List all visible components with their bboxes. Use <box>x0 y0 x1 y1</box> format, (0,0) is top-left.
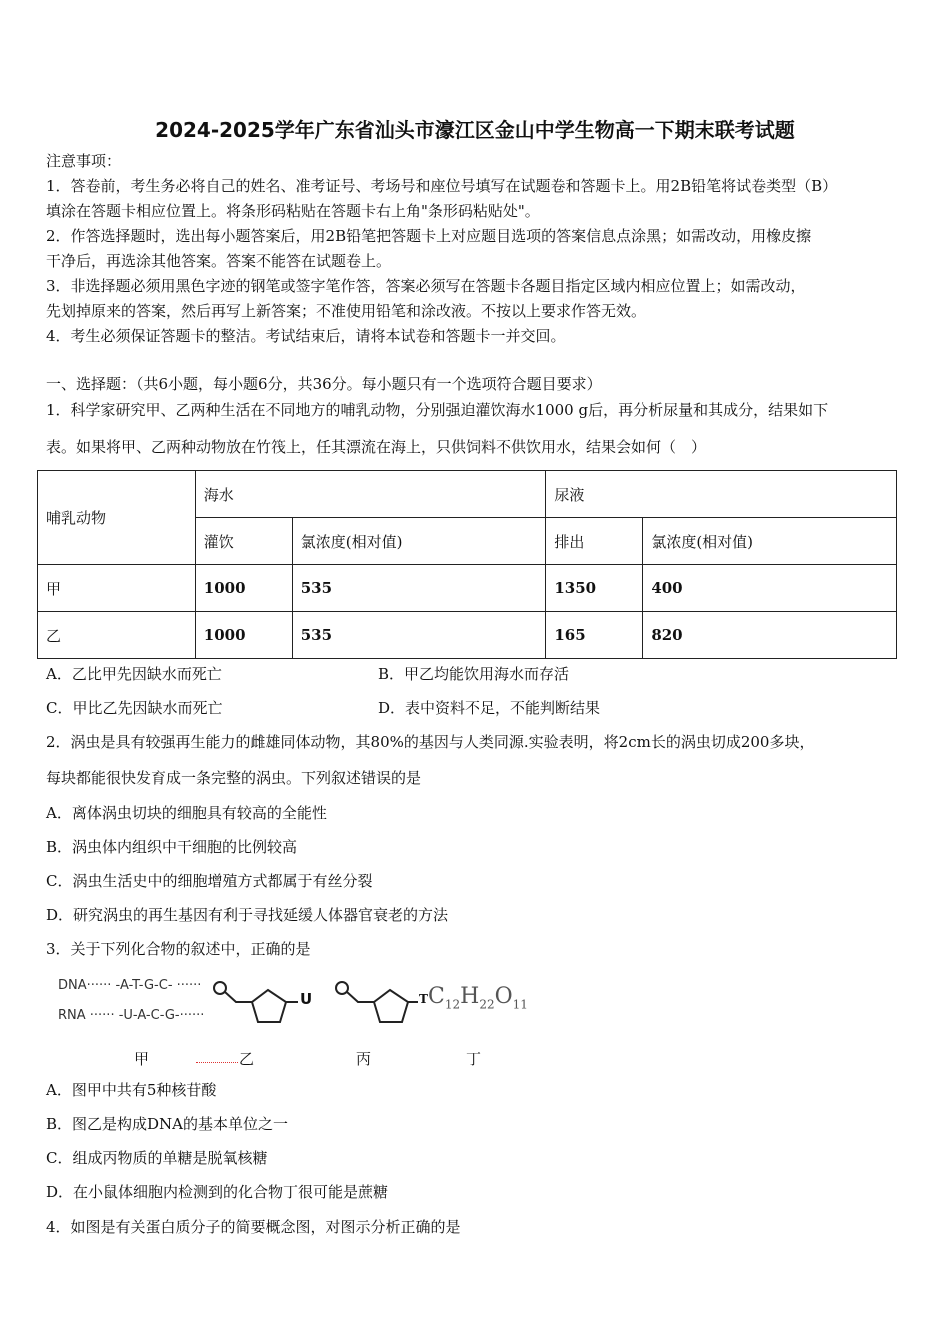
cell: 535 <box>292 565 546 612</box>
q1-stem: 1．科学家研究甲、乙两种生活在不同地方的哺乳动物，分别强迫灌饮海水1000 g后，再分析尿量和其成分，结果如下 <box>46 401 829 419</box>
label-ding: 丁 <box>466 1050 482 1068</box>
note-line: 4．考生必须保证答题卡的整洁。考试结束后，请将本试卷和答题卡一并交回。 <box>46 327 566 345</box>
option: A．离体涡虫切块的细胞具有较高的全能性 <box>46 804 327 822</box>
header-drink: 灌饮 <box>195 518 292 565</box>
phosphate-icon <box>214 982 226 994</box>
phosphate-icon <box>336 982 348 994</box>
cell: 1350 <box>546 565 643 612</box>
table-row <box>38 612 897 659</box>
q1-stem: 表。如果将甲、乙两种动物放在竹筏上，任其漂流在海上，只供饲料不供饮用水，结果会如何（ ） <box>46 438 707 456</box>
note-line: 干净后，再选涂其他答案。答案不能答在试题卷上。 <box>46 252 392 270</box>
option: C．组成丙物质的单糖是脱氧核糖 <box>46 1149 268 1167</box>
label-yi: 乙 <box>239 1050 255 1068</box>
cell: 535 <box>292 612 546 659</box>
sucrose-formula: $C_{12}H_{22}O_{11}$ <box>428 984 528 1012</box>
option: D．研究涡虫的再生基因有利于寻找延缓人体器官衰老的方法 <box>46 906 449 924</box>
header-urine: 尿液 <box>546 471 897 518</box>
rna-sequence: RNA ······ -U-A-C-G-······ <box>58 1008 205 1023</box>
compound-figure <box>56 970 526 1080</box>
option: A．乙比甲先因缺水而死亡 <box>46 665 222 683</box>
nucleotide-structures <box>206 970 426 1050</box>
q1-table <box>37 470 897 659</box>
q4-stem: 4．如图是有关蛋白质分子的简要概念图，对图示分析正确的是 <box>46 1218 461 1236</box>
cell: 165 <box>546 612 643 659</box>
q2-stem: 2．涡虫是具有较强再生能力的雌雄同体动物，其80%的基因与人类同源.实验表明，将2cm长的涡虫切成200多块， <box>46 733 815 751</box>
cell: 1000 <box>195 612 292 659</box>
section-heading: 一、选择题：（共6小题，每小题6分，共36分。每小题只有一个选项符合题目要求） <box>46 375 602 393</box>
option: B．甲乙均能饮用海水而存活 <box>378 665 570 683</box>
cell: 1000 <box>195 565 292 612</box>
option: A．图甲中共有5种核苷酸 <box>46 1081 217 1099</box>
header-chlorine: 氯浓度(相对值) <box>292 518 546 565</box>
page-title: 2024-2025学年广东省汕头市濠江区金山中学生物高一下期末联考试题 <box>155 118 795 142</box>
option: B．图乙是构成DNA的基本单位之一 <box>46 1115 289 1133</box>
header-excrete: 排出 <box>546 518 643 565</box>
header-chlorine: 氯浓度(相对值) <box>643 518 897 565</box>
note-line: 3．非选择题必须用黑色字迹的钢笔或签字笔作答，答案必须写在答题卡各题目指定区域内相应位置上；如需改动， <box>46 277 806 295</box>
cell: 400 <box>643 565 897 612</box>
header-animal: 哺乳动物 <box>38 471 196 565</box>
q2-stem: 每块都能很快发育成一条完整的涡虫。下列叙述错误的是 <box>46 769 422 787</box>
cell: 乙 <box>38 612 196 659</box>
note-line: 2．作答选择题时，选出每小题答案后，用2B铅笔把答题卡上对应题目选项的答案信息点涂黑；如需改动，用橡皮擦 <box>46 227 812 245</box>
option: D．表中资料不足，不能判断结果 <box>378 699 601 717</box>
label-jia: 甲 <box>134 1050 150 1068</box>
base-u: U <box>300 990 313 1008</box>
cell: 820 <box>643 612 897 659</box>
cell: 甲 <box>38 565 196 612</box>
option: D．在小鼠体细胞内检测到的化合物丁很可能是蔗糖 <box>46 1183 389 1201</box>
dna-sequence: DNA······ -A-T-G-C- ······ <box>58 978 202 993</box>
option: B．涡虫体内组织中干细胞的比例较高 <box>46 838 298 856</box>
base-t: T <box>419 992 428 1006</box>
header-seawater: 海水 <box>195 471 546 518</box>
option: C．甲比乙先因缺水而死亡 <box>46 699 223 717</box>
notes-heading: 注意事项： <box>46 152 122 170</box>
note-line: 填涂在答题卡相应位置上。将条形码粘贴在答题卡右上角"条形码粘贴处"。 <box>46 202 540 220</box>
option: C．涡虫生活史中的细胞增殖方式都属于有丝分裂 <box>46 872 373 890</box>
note-line: 先划掉原来的答案，然后再写上新答案；不准使用铅笔和涂改液。不按以上要求作答无效。 <box>46 302 647 320</box>
q3-stem: 3．关于下列化合物的叙述中，正确的是 <box>46 940 311 958</box>
note-line: 1．答卷前，考生务必将自己的姓名、准考证号、考场号和座位号填写在试题卷和答题卡上。用2B铅笔将试卷类型（B） <box>46 177 838 195</box>
table-row <box>38 565 897 612</box>
label-bing: 丙 <box>356 1050 372 1068</box>
